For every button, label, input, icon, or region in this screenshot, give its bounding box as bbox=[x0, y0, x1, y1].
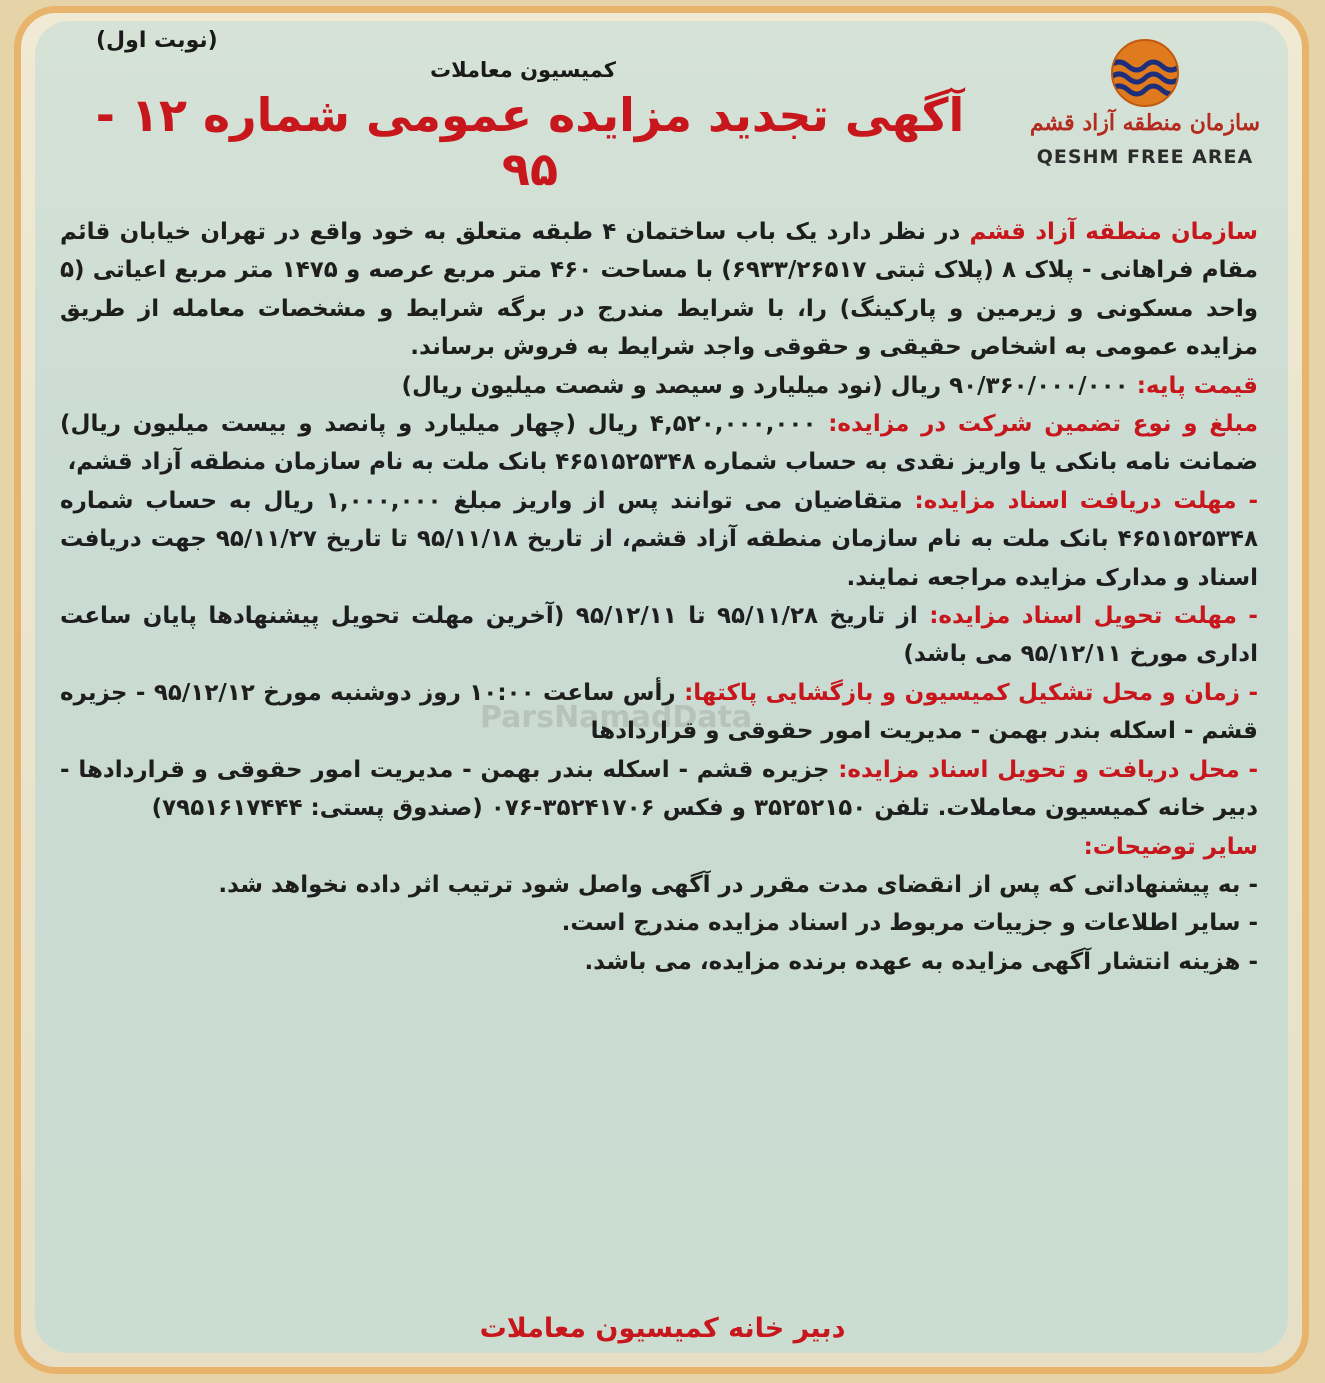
paragraph-opening-time: - زمان و محل تشکیل کمیسیون و بازگشایی پاکتها: رأس ساعت ۱۰:۰۰ روز دوشنبه مورخ ۹۵/۱۲/۱۲ - جزیره قشم - اسکله بندر بهمن - مدیریت امور حقوقی و قراردادها bbox=[60, 679, 1259, 745]
watermark: ParsNamadData bbox=[480, 700, 753, 735]
qeshm-wave-icon bbox=[1110, 38, 1180, 108]
paragraph-intro: سازمان منطقه آزاد قشم در نظر دارد یک باب ساختمان ۴ طبقه متعلق به خود واقع در تهران خیابان قائم مقام فراهانی - پلاک ۸ (پلاک ثبتی ۶۹۳۳/۲۶۵۱۷) با مساحت ۴۶۰ متر مربع عرصه و ۱۴۷۵ متر مربع اعیاتی (۵ واحد مسکونی و زیرمین و پارکینگ) را، با شرایط مندرج در برگه شرایط و مشخصات معامله از طریق مزایده عمومی به اشخاص حقیقی و حقوقی واجد شرایط به فروش برساند. bbox=[60, 219, 1259, 361]
note-item: - سایر اطلاعات و جزییات مربوط در اسناد مزایده مندرج است. bbox=[561, 910, 1258, 937]
footer-signature: دبیر خانه کمیسیون معاملات bbox=[479, 1313, 846, 1344]
paragraph-location: - محل دریافت و تحویل اسناد مزایده: جزیره قشم - اسکله بندر بهمن - مدیریت امور حقوقی و قراردادها - دبیر خانه کمیسیون معاملات. تلفن ۳۵۲۵۲۱۵۰ و فکس ۳۵۲۴۱۷۰۶-۰۷۶ (صندوق پستی: ۷۹۵۱۶۱۷۴۴۴) bbox=[60, 756, 1258, 822]
page-title: آگهی تجدید مزایده عمومی شماره ۱۲ - ۹۵ bbox=[95, 88, 965, 196]
logo bbox=[1025, 38, 1265, 188]
round-label: (نوبت اول) bbox=[96, 28, 218, 53]
note-item: - هزینه انتشار آگهی مزایده به عهده برنده مزایده، می باشد. bbox=[584, 948, 1258, 975]
committee-label: کمیسیون معاملات bbox=[430, 58, 616, 82]
ad-body bbox=[60, 213, 1258, 981]
logo-name-en: QESHM FREE AREA bbox=[1036, 146, 1254, 168]
note-item: - به پیشنهاداتی که پس از انقضای مدت مقرر در آگهی واصل شود ترتیب اثر داده نخواهد شد. bbox=[218, 871, 1258, 898]
notes-heading: سایر توضیحات: bbox=[1083, 833, 1258, 860]
paragraph-receive-deadline: - مهلت دریافت اسناد مزایده: متقاضیان می توانند پس از واریز مبلغ ۱,۰۰۰,۰۰۰ ریال به حساب شماره ۴۶۵۱۵۲۵۳۴۸ بانک ملت به نام سازمان منطقه آزاد قشم، از تاریخ ۹۵/۱۱/۱۸ تا تاریخ ۹۵/۱۱/۲۷ جهت دریافت اسناد و مدارک مزایده مراجعه نمایند. bbox=[60, 487, 1259, 591]
paragraph-delivery-deadline: - مهلت تحویل اسناد مزایده: از تاریخ ۹۵/۱۱/۲۸ تا ۹۵/۱۲/۱۱ (آخرین مهلت تحویل پیشنهادها پایان ساعت اداری مورخ ۹۵/۱۲/۱۱ می باشد) bbox=[60, 603, 1258, 668]
paragraph-guarantee: مبلغ و نوع تضمین شرکت در مزایده: ۴,۵۲۰,۰۰۰,۰۰۰ ریال (چهار میلیارد و پانصد و بیست میلیون ریال) ضمانت نامه بانکی یا واریز نقدی به حساب شماره ۴۶۵۱۵۲۵۳۴۸ بانک ملت به نام سازمان منطقه آزاد قشم، bbox=[60, 411, 1259, 476]
logo-name-fa: سازمان منطقه آزاد قشم bbox=[1029, 110, 1261, 136]
paragraph-base-price: قیمت پایه: ۹۰/۳۶۰/۰۰۰/۰۰۰ ریال (نود میلیارد و سیصد و شصت میلیون ریال) bbox=[401, 372, 1258, 399]
